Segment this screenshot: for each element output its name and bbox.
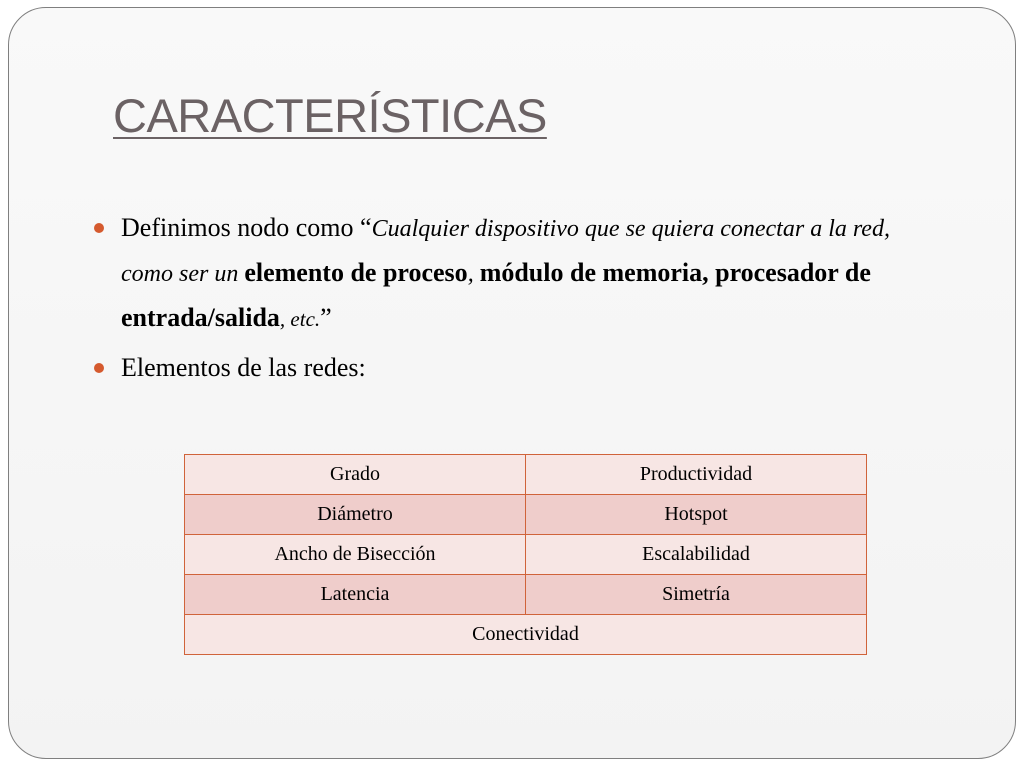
bullet-dot-icon xyxy=(94,363,104,373)
bullet-closing-quote: ” xyxy=(320,303,332,332)
table-cell: Latencia xyxy=(185,575,526,615)
slide-title: CARACTERÍSTICAS xyxy=(113,89,547,142)
table-cell: Ancho de Bisección xyxy=(185,535,526,575)
table-row xyxy=(185,575,867,615)
bullet-text: Elementos de las redes: xyxy=(121,353,366,382)
bullet-etc: , etc. xyxy=(279,307,321,331)
table-cell: Diámetro xyxy=(185,495,526,535)
table-row xyxy=(185,455,867,495)
bullet-dot-icon xyxy=(94,223,104,233)
table-cell: Grado xyxy=(185,455,526,495)
bullet-network-elements xyxy=(92,346,942,390)
table-cell-merged: Conectividad xyxy=(185,615,867,655)
bullet-separator: , xyxy=(467,261,480,287)
bullet-list xyxy=(92,206,942,395)
bullet-bold-term-2: módulo de memoria, procesador de entrada/salida xyxy=(121,258,871,332)
table-cell: Escalabilidad xyxy=(526,535,867,575)
bullet-bold-term-1: elemento de proceso xyxy=(244,258,468,287)
table-row xyxy=(185,495,867,535)
table-cell: Hotspot xyxy=(526,495,867,535)
bullet-prefix: Definimos nodo como “ xyxy=(121,213,372,242)
table-row xyxy=(185,535,867,575)
bullet-italic-text: Cualquier dispositivo que se quiera conectar a la red, como ser un xyxy=(121,216,890,287)
network-elements-table xyxy=(184,454,867,655)
table-cell: Productividad xyxy=(526,455,867,495)
table-row xyxy=(185,615,867,655)
table-cell: Simetría xyxy=(526,575,867,615)
bullet-node-definition xyxy=(92,206,942,341)
